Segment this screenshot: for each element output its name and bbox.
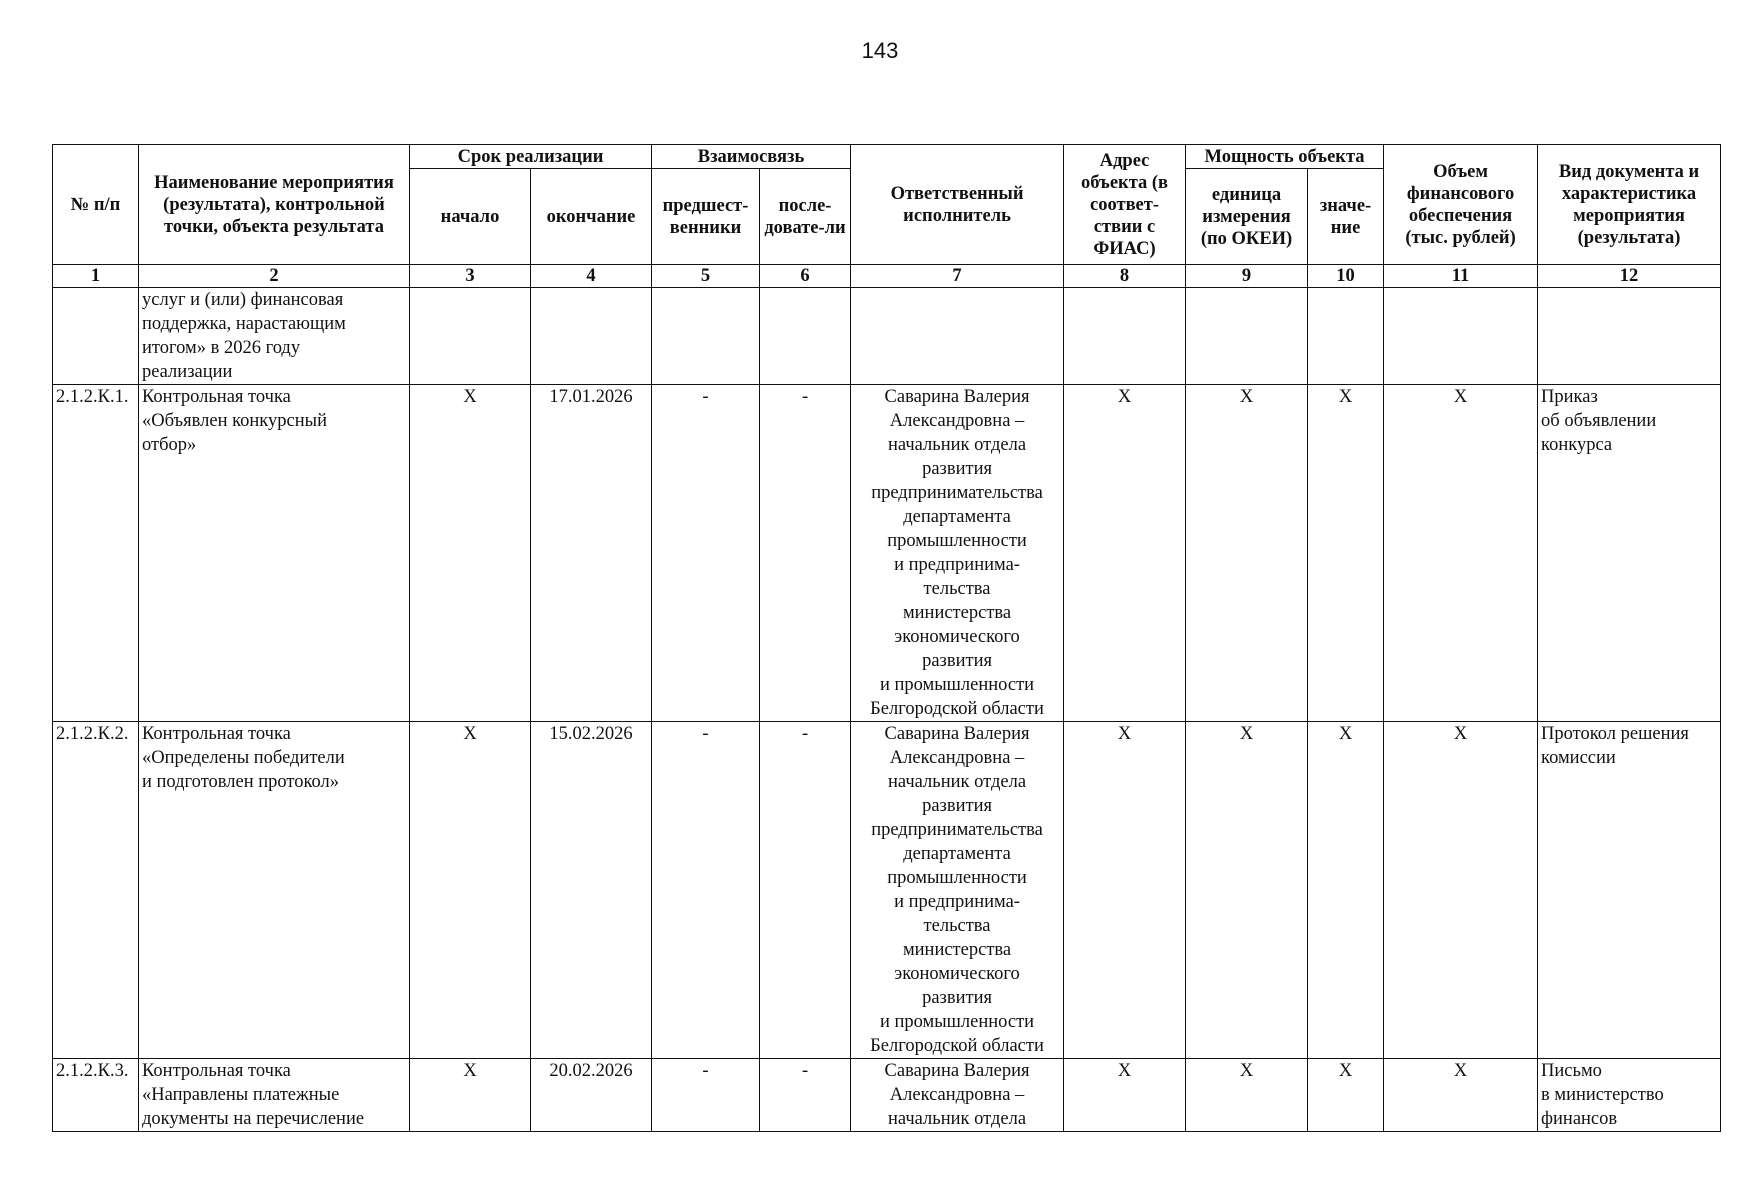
- cell-num: [53, 288, 139, 385]
- cell-name-text: Контрольная точка «Определены победители и подготовлен протокол»: [142, 724, 345, 792]
- cell-finance: Х: [1384, 385, 1538, 722]
- header-address: Адрес объекта (в соответ-ствии с ФИАС): [1064, 145, 1186, 265]
- cell-doc: [1538, 1059, 1721, 1132]
- cell-executor-text: Саварина Валерия Александровна – начальник отдела развития предпринимательства департамента промышленности и предпринима- тельства министерства экономического развития и промышленности Белгородской области: [870, 724, 1044, 1056]
- header-capacity-unit: единица измерения (по ОКЕИ): [1186, 169, 1308, 265]
- cell-start: [410, 288, 531, 385]
- cell-address: [1064, 288, 1186, 385]
- cell-end: 17.01.2026: [531, 385, 652, 722]
- column-number: 9: [1186, 265, 1308, 288]
- header-doc: Вид документа и характеристика мероприятия (результата): [1538, 145, 1721, 265]
- cell-doc-text: Протокол решения комиссии: [1541, 724, 1689, 768]
- column-number: 7: [851, 265, 1064, 288]
- cell-doc: [1538, 385, 1721, 722]
- header-executor: Ответственный исполнитель: [851, 145, 1064, 265]
- header-relation-next: после-довате-ли: [760, 169, 851, 265]
- cell-executor-text: Саварина Валерия Александровна – начальник отдела: [884, 1061, 1030, 1129]
- cell-unit: [1186, 288, 1308, 385]
- cell-next: -: [760, 722, 851, 1059]
- cell-name: [139, 288, 410, 385]
- column-number: 11: [1384, 265, 1538, 288]
- cell-num: 2.1.2.К.1.: [53, 385, 139, 722]
- header-period-start: начало: [410, 169, 531, 265]
- cell-executor-text: Саварина Валерия Александровна – начальник отдела развития предпринимательства департамента промышленности и предпринима- тельства министерства экономического развития и промышленности Белгородской области: [870, 387, 1044, 719]
- header-name: Наименование мероприятия (результата), контрольной точки, объекта результата: [139, 145, 410, 265]
- table-row: [53, 1059, 1721, 1132]
- cell-finance: [1384, 288, 1538, 385]
- cell-start: Х: [410, 1059, 531, 1132]
- cell-value: Х: [1308, 722, 1384, 1059]
- column-number: 4: [531, 265, 652, 288]
- cell-doc-text: Письмо в министерство финансов: [1541, 1061, 1664, 1129]
- cell-start: Х: [410, 722, 531, 1059]
- cell-next: [760, 288, 851, 385]
- cell-name: [139, 1059, 410, 1132]
- continuation-name-text: услуг и (или) финансовая поддержка, нарастающим итогом» в 2026 году реализации: [142, 290, 346, 382]
- column-number: 3: [410, 265, 531, 288]
- cell-executor: [851, 722, 1064, 1059]
- column-number-row: [53, 265, 1721, 288]
- cell-end: 20.02.2026: [531, 1059, 652, 1132]
- cell-value: Х: [1308, 1059, 1384, 1132]
- column-number: 8: [1064, 265, 1186, 288]
- column-number: 2: [139, 265, 410, 288]
- cell-doc: [1538, 722, 1721, 1059]
- cell-pred: -: [652, 385, 760, 722]
- header-relation: Взаимосвязь: [652, 145, 851, 169]
- header-period: Срок реализации: [410, 145, 652, 169]
- column-number: 1: [53, 265, 139, 288]
- page-number: 143: [861, 38, 899, 63]
- cell-name: [139, 722, 410, 1059]
- column-number: 5: [652, 265, 760, 288]
- cell-address: Х: [1064, 1059, 1186, 1132]
- header-row-top: [53, 145, 1721, 169]
- column-number: 10: [1308, 265, 1384, 288]
- header-relation-pred: предшест-венники: [652, 169, 760, 265]
- cell-address: Х: [1064, 722, 1186, 1059]
- cell-executor: [851, 288, 1064, 385]
- cell-end: [531, 288, 652, 385]
- table-row: [53, 385, 1721, 722]
- cell-num: 2.1.2.К.3.: [53, 1059, 139, 1132]
- cell-next: -: [760, 1059, 851, 1132]
- cell-finance: Х: [1384, 722, 1538, 1059]
- header-capacity-value: значе-ние: [1308, 169, 1384, 265]
- activity-plan-table: [52, 144, 1721, 1132]
- cell-doc-text: Приказ об объявлении конкурса: [1541, 387, 1657, 455]
- cell-pred: -: [652, 722, 760, 1059]
- cell-value: Х: [1308, 385, 1384, 722]
- cell-name-text: Контрольная точка «Объявлен конкурсный отбор»: [142, 387, 327, 455]
- cell-finance: Х: [1384, 1059, 1538, 1132]
- table-row: [53, 722, 1721, 1059]
- cell-start: Х: [410, 385, 531, 722]
- cell-unit: Х: [1186, 722, 1308, 1059]
- column-number: 12: [1538, 265, 1721, 288]
- cell-doc: [1538, 288, 1721, 385]
- cell-next: -: [760, 385, 851, 722]
- cell-num: 2.1.2.К.2.: [53, 722, 139, 1059]
- cell-name: [139, 385, 410, 722]
- cell-unit: Х: [1186, 385, 1308, 722]
- header-finance: Объем финансового обеспечения (тыс. рублей): [1384, 145, 1538, 265]
- cell-executor: [851, 1059, 1064, 1132]
- cell-address: Х: [1064, 385, 1186, 722]
- column-number: 6: [760, 265, 851, 288]
- cell-executor: [851, 385, 1064, 722]
- header-num: № п/п: [53, 145, 139, 265]
- header-capacity: Мощность объекта: [1186, 145, 1384, 169]
- cell-pred: -: [652, 1059, 760, 1132]
- table-row-continuation: [53, 288, 1721, 385]
- cell-value: [1308, 288, 1384, 385]
- header-period-end: окончание: [531, 169, 652, 265]
- cell-name-text: Контрольная точка «Направлены платежные документы на перечисление: [142, 1061, 365, 1129]
- cell-pred: [652, 288, 760, 385]
- cell-end: 15.02.2026: [531, 722, 652, 1059]
- cell-unit: Х: [1186, 1059, 1308, 1132]
